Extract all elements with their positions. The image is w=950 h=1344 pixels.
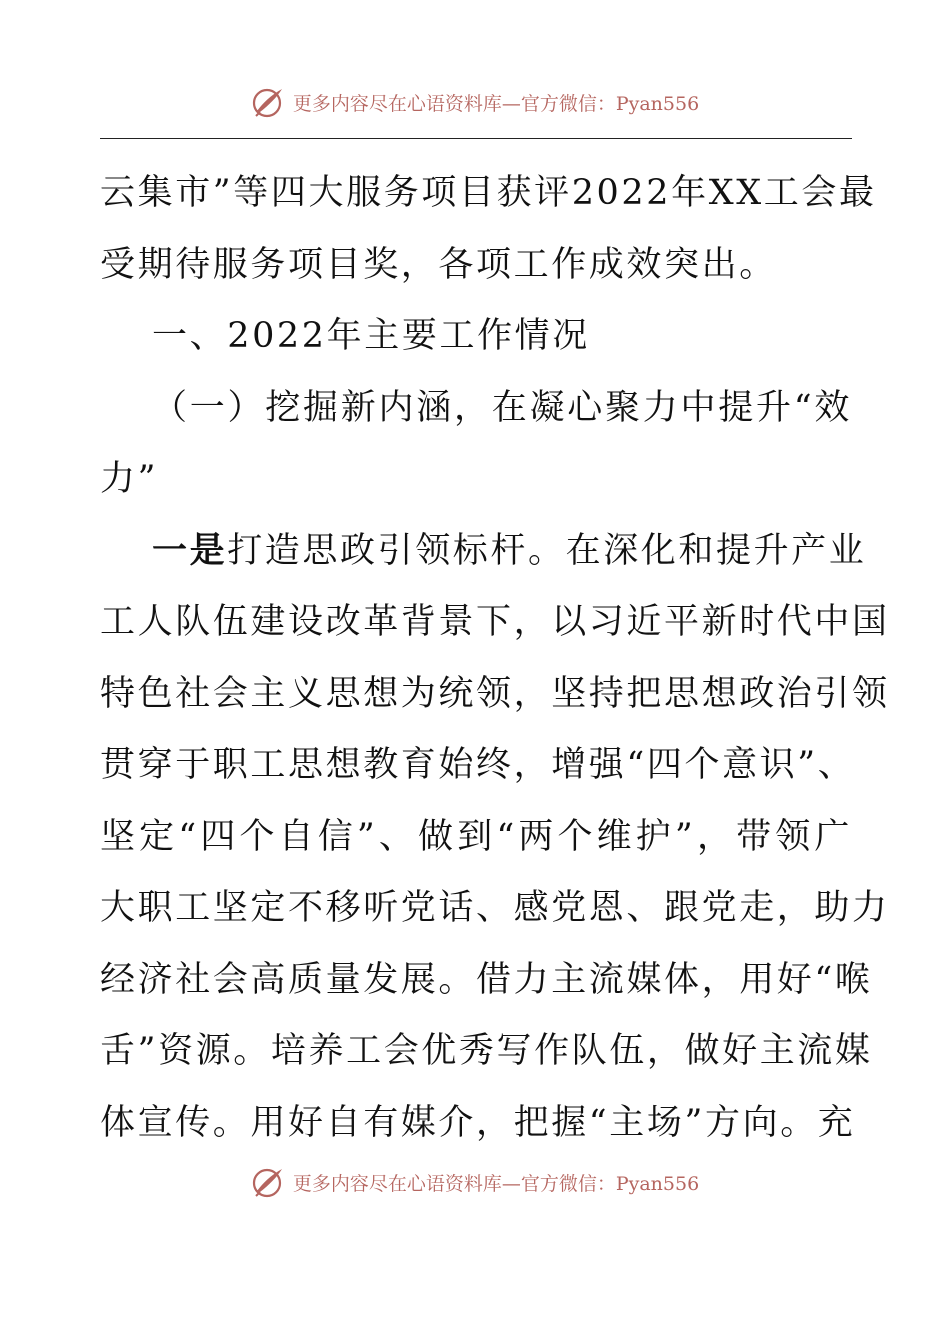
- paragraph-line-rest: 打造思政引领标杆。在深化和提升产业: [227, 530, 867, 571]
- paragraph-line: 云集市”等四大服务项目获评2022年XX工会最: [100, 173, 877, 213]
- quill-logo-icon: [251, 1165, 285, 1199]
- paragraph-line: 工人队伍建设改革背景下，以习近平新时代中国: [100, 602, 890, 642]
- section-heading: 一、2022年主要工作情况: [152, 316, 590, 356]
- footer-banner-text: 更多内容尽在心语资料库—官方微信：Pyan556: [292, 1172, 700, 1195]
- paragraph-line: 舌”资源。培养工会优秀写作队伍，做好主流媒: [100, 1031, 873, 1071]
- paragraph-line: 特色社会主义思想为统领，坚持把思想政治引领: [100, 673, 890, 714]
- header-banner: [0, 82, 950, 122]
- lead-bold-text: 一是: [152, 530, 228, 571]
- paragraph-line: 大职工坚定不移听党话、感党恩、跟党走，助力: [100, 888, 890, 928]
- quill-logo-icon: [251, 85, 285, 119]
- header-divider: [100, 138, 852, 139]
- paragraph-line: 经济社会高质量发展。借力主流媒体，用好“喉: [100, 959, 873, 1000]
- paragraph-line: 体宣传。用好自有媒介，把握“主场”方向。充: [100, 1102, 856, 1143]
- subsection-heading-line: 力”: [100, 459, 159, 499]
- paragraph-line: [100, 516, 867, 588]
- footer-banner: [0, 1162, 950, 1202]
- paragraph-line: 坚定“四个自信”、做到“两个维护”，带领广: [100, 816, 852, 857]
- paragraph-line: 受期待服务项目奖，各项工作成效突出。: [100, 244, 777, 285]
- header-banner-text: 更多内容尽在心语资料库—官方微信：Pyan556: [292, 92, 700, 115]
- document-body: [100, 158, 890, 1159]
- paragraph-line: 贯穿于职工思想教育始终，增强“四个意识”、: [100, 745, 856, 785]
- subsection-heading-line: （一）挖掘新内涵，在凝心聚力中提升“效: [152, 387, 852, 428]
